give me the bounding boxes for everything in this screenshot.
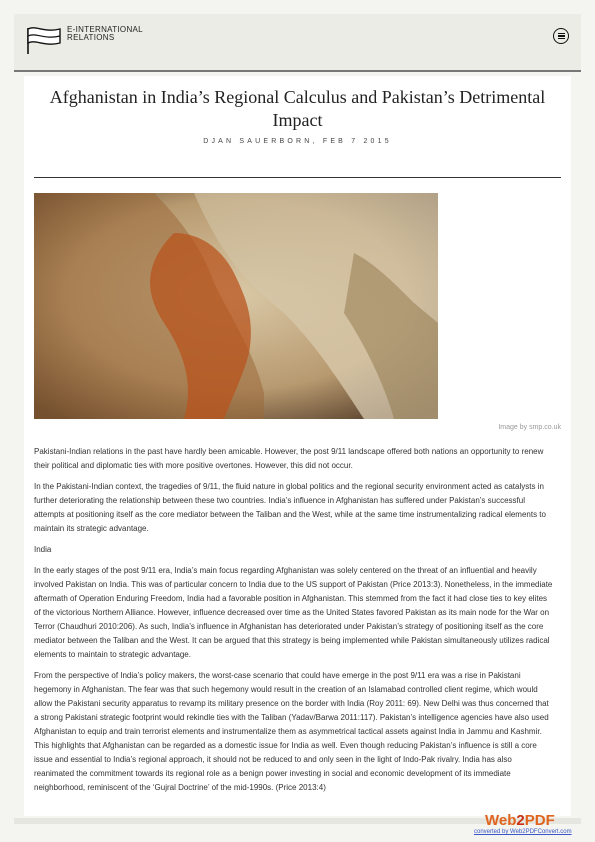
paragraph-1: Pakistani-Indian relations in the past have hardly been amicable. However, the post 9/11 landscape offered both nations an opportunity to renew their political and diplomatic ties with more positive overtones. However, this did not occur. — [34, 447, 544, 470]
web2pdf-suffix: PDF — [524, 812, 555, 829]
site-logo[interactable] — [26, 26, 147, 56]
web2pdf-prefix: Web — [485, 812, 517, 829]
paragraph-4: From the perspective of India’s policy makers, the worst-case scenario that could have emerge in the post 9/11 era was a rise in Pakistani hegemony in Afghanistan. The fear was that such hegemony would result in the creation of an Islamabad controlled client regime, which would allow the Pakistani security apparatus to revamp its military presence on the border with India (Roy 2011: 69). New Delhi was thus concerned that a strong Pakistani strategic footprint would rekindle ties with the Taliban (Yadav/Barwa 2011:117). Pakistan’s intelligence agencies have also used Afghanistan to equip and train terrorist elements and instrumentalize them as asymmetrical tactical assets against India in Jammu and Kashmir. This highlights that Afghanistan can be regarded as a domestic issue for India as well. Even though reducing Pakistan’s influence is still a core issue and essential to India’s regional approach, it should not be reduced to and only seen in the light of Indo-Pak rivalry. India has also reanimated the commitment towards its regional role as a benign power investing in social and economic development of its immediate neighborhood, reminiscent of the ‘Gujral Doctrine’ of the mid-1990s. (Price 2013:4) — [34, 671, 549, 792]
article-title: Afghanistan in India’s Regional Calculus and Pakistan’s Detrimental Impact — [49, 87, 546, 130]
article-byline: DJAN SAUERBORN, FEB 7 2015 — [203, 138, 392, 145]
title-divider — [34, 177, 561, 178]
article-card — [24, 76, 571, 816]
article-body — [34, 445, 554, 802]
converted-by-link[interactable]: converted by Web2PDFConvert.com — [474, 829, 572, 835]
paragraph-3: In the early stages of the post 9/11 era, India’s main focus regarding Afghanistan was solely centered on the threat of an influential and heavily involved Pakistan on India. This was of particular concern to India due to the US support of Pakistan (Price 2013:3). Nonetheless, in the immediate aftermath of Operation Enduring Freedom, India had a favorable position in Afghanistan. This stemmed from the fact it had close ties to key elites of the victorious Northern Alliance. However, influence decreased over time as the United States favored Pakistan as its main node for the War on Terror (Chaudhuri 2010:206). As such, India’s influence in Afghanistan has deteriorated under Pakistan’s strategy of positioning itself as the core mediator between the Taliban and the West. It can be argued that this strategy is being implemented while Pakistan simultaneously utilizes radical elements to maintain to strategic advantage. — [34, 566, 553, 659]
site-header — [14, 14, 581, 72]
image-credit: Image by smp.co.uk — [498, 424, 561, 431]
site-name: E-INTERNATIONAL RELATIONS — [67, 25, 143, 42]
flag-icon — [26, 26, 62, 56]
web2pdf-num: 2 — [516, 812, 525, 829]
section-heading: India — [34, 545, 52, 554]
paragraph-2: In the Pakistani-Indian context, the tragedies of 9/11, the fluid nature in global politics and the regional security environment acted as catalysts in further deteriorating the relationship between these two countries. India’s influence in Afghanistan has suffered under Pakistan’s successful attempts at positioning itself as the core mediator between the Taliban and the West, while at the same time instrumentalizing radical elements to maintain its strategic advantage. — [34, 482, 546, 533]
article-image — [34, 193, 438, 419]
web2pdf-logo[interactable] — [485, 812, 555, 829]
menu-button[interactable] — [553, 28, 569, 44]
menu-icon — [558, 33, 565, 39]
header-divider — [14, 70, 581, 72]
